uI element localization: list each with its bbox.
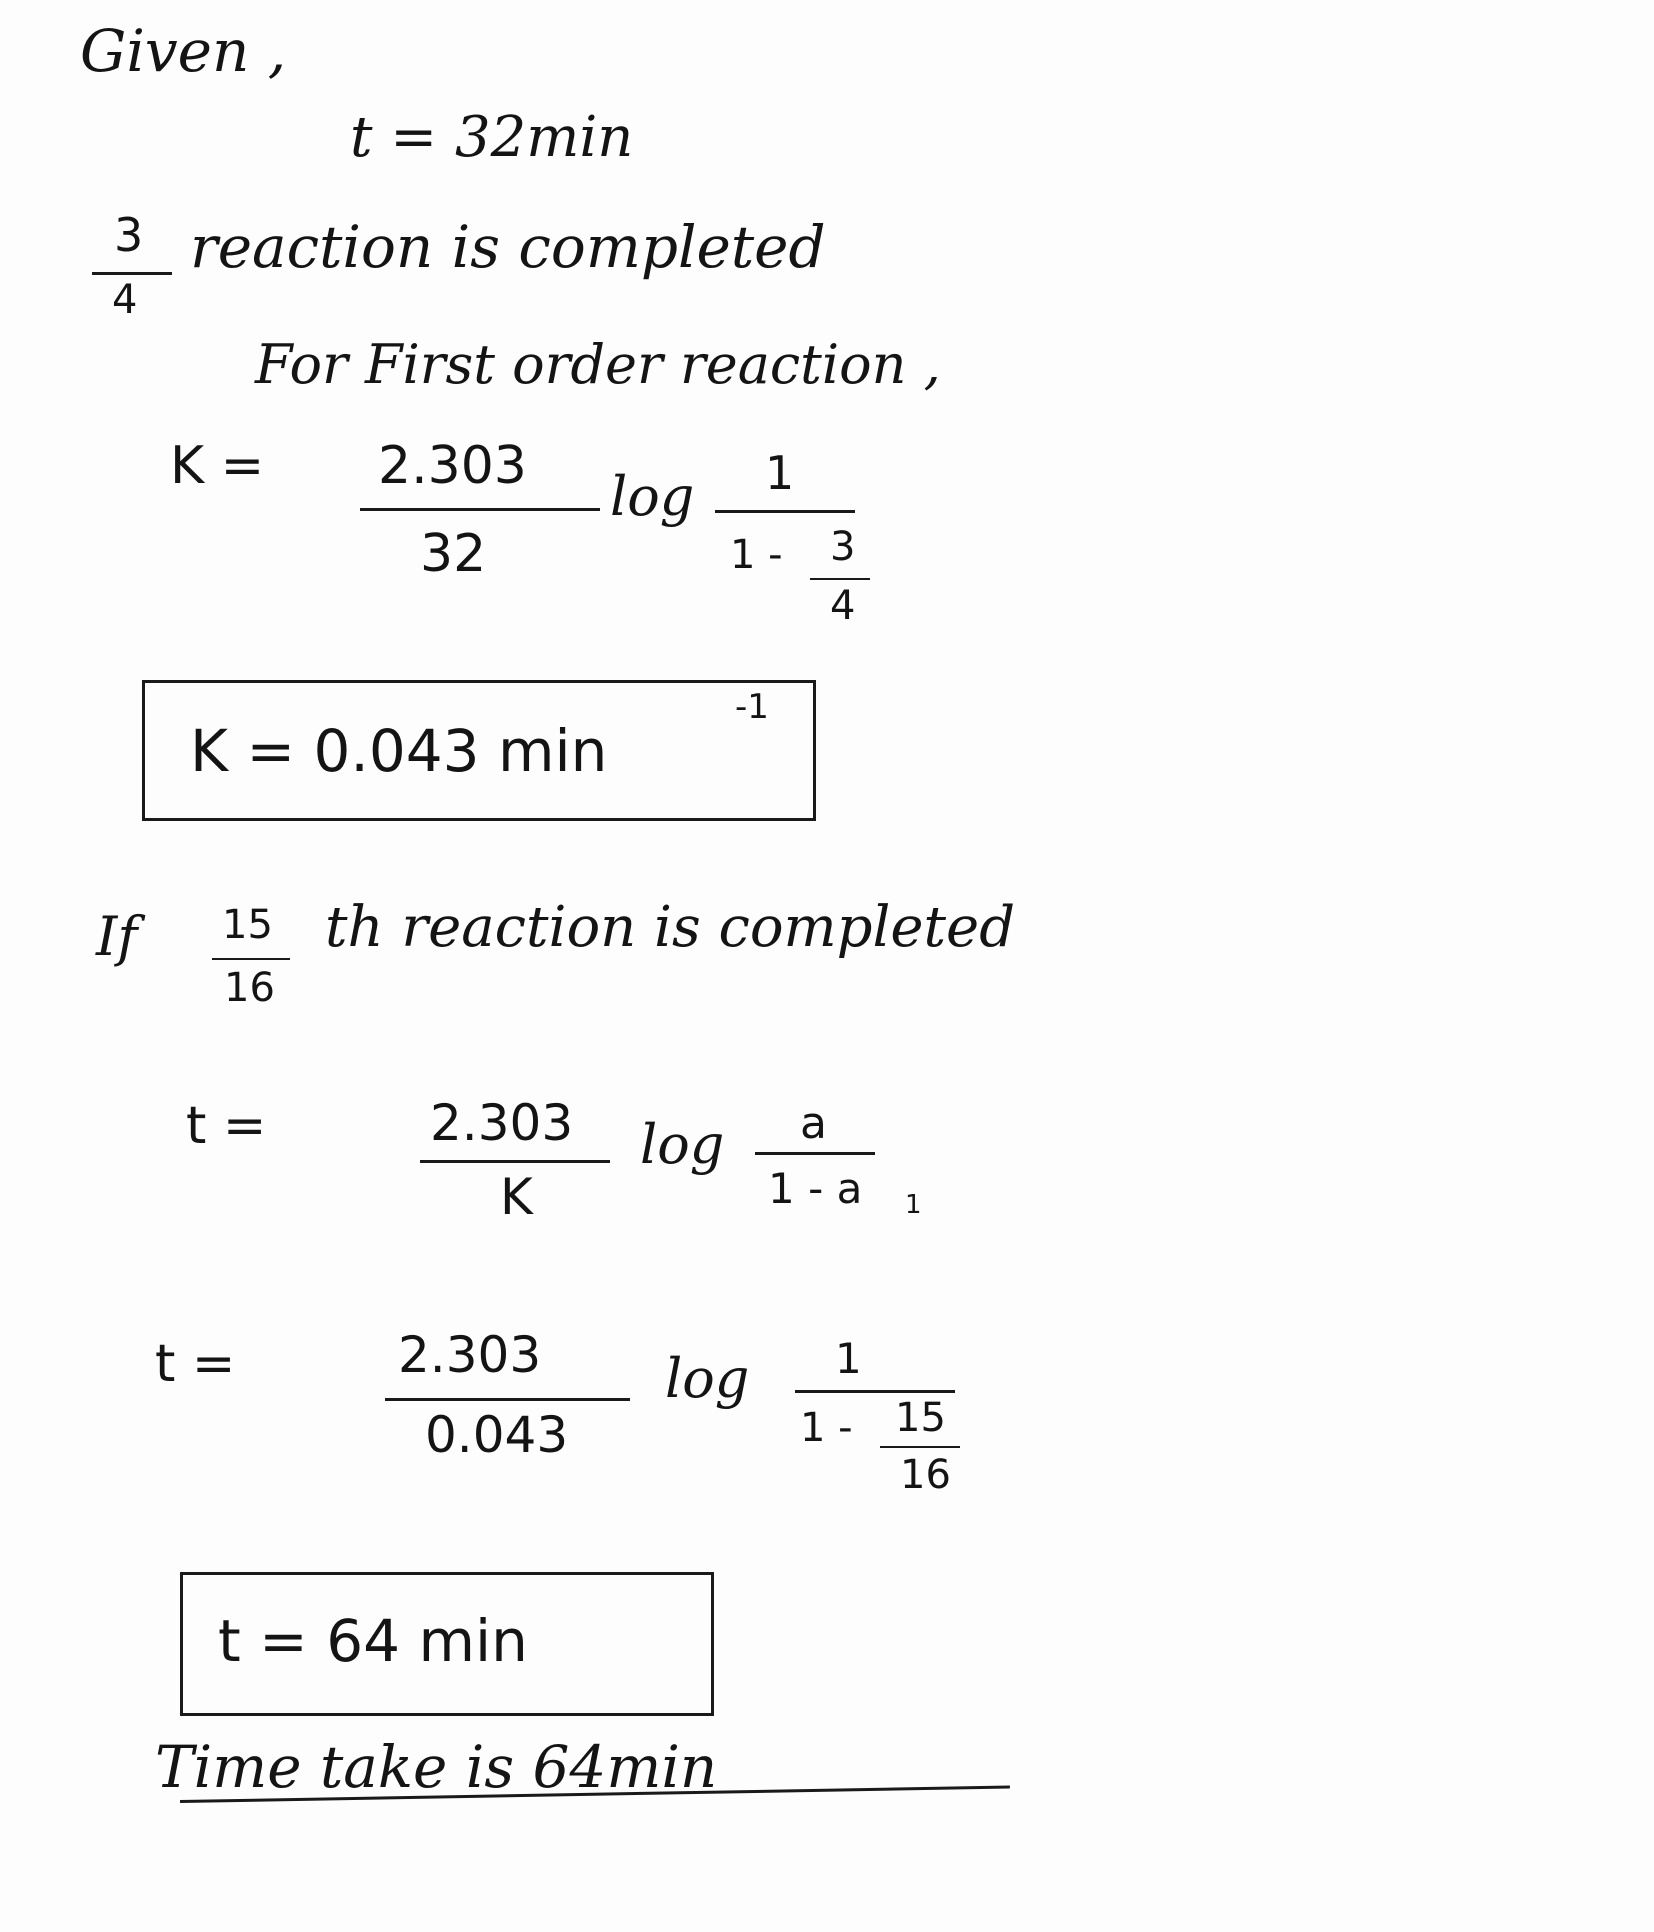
sub-log-numerator: 1: [835, 1334, 862, 1383]
k-fraction-bar: [360, 508, 600, 511]
sub-fraction-bar: [385, 1398, 630, 1401]
sub-log-word: log: [665, 1347, 750, 1410]
second-fraction-numerator: 15: [222, 902, 273, 948]
order-note: For First order reaction ,: [255, 333, 941, 396]
formula-fraction-bar: [420, 1160, 610, 1163]
second-fraction-denominator: 16: [224, 965, 275, 1011]
sub-log-den-prefix: 1 -: [800, 1405, 853, 1451]
k-log-den-bar: [810, 578, 870, 580]
given-label: Given ,: [80, 17, 287, 85]
formula-log-bar: [755, 1152, 875, 1155]
formula-log-denominator: 1 - a: [768, 1164, 863, 1213]
sub-numerator: 2.303: [398, 1326, 542, 1384]
k-result: K = 0.043 min: [190, 717, 608, 785]
second-fraction-bar: [212, 958, 290, 960]
k-log-den-prefix: 1 -: [730, 532, 783, 578]
k-log-numerator: 1: [765, 446, 795, 500]
formula-log-numerator: a: [800, 1098, 827, 1149]
t2-lhs: t =: [155, 1334, 236, 1394]
t-result: t = 64 min: [218, 1607, 528, 1675]
sub-denominator: 0.043: [425, 1406, 569, 1464]
formula-log-word: log: [640, 1113, 725, 1176]
k-result-exponent: -1: [735, 687, 769, 727]
sub-log-bar: [795, 1390, 955, 1393]
sub-log-den-denominator: 16: [900, 1452, 951, 1498]
t-lhs: t =: [186, 1096, 267, 1156]
fraction-three-quarters-num: 3: [114, 208, 144, 262]
first-statement: reaction is completed: [190, 213, 826, 281]
k-log-word: log: [610, 465, 695, 528]
formula-log-subscript: 1: [905, 1190, 922, 1220]
sub-log-den-bar: [880, 1446, 960, 1448]
fraction-three-quarters-bar: [92, 272, 172, 275]
k-lhs: K =: [170, 436, 265, 496]
if-word: If: [96, 905, 138, 968]
formula-numerator: 2.303: [430, 1094, 574, 1152]
k-log-den-denominator: 4: [830, 583, 856, 629]
k-log-bar: [715, 510, 855, 513]
conclusion: Time take is 64min: [155, 1733, 718, 1801]
second-statement: th reaction is completed: [325, 895, 1016, 960]
sub-log-den-numerator: 15: [895, 1395, 946, 1441]
k-fraction-numerator: 2.303: [378, 436, 527, 496]
formula-denominator: K: [500, 1168, 533, 1226]
k-fraction-denominator: 32: [420, 524, 487, 584]
fraction-three-quarters-den: 4: [112, 277, 138, 323]
given-time: t = 32min: [350, 105, 634, 170]
k-log-den-numerator: 3: [830, 524, 856, 570]
